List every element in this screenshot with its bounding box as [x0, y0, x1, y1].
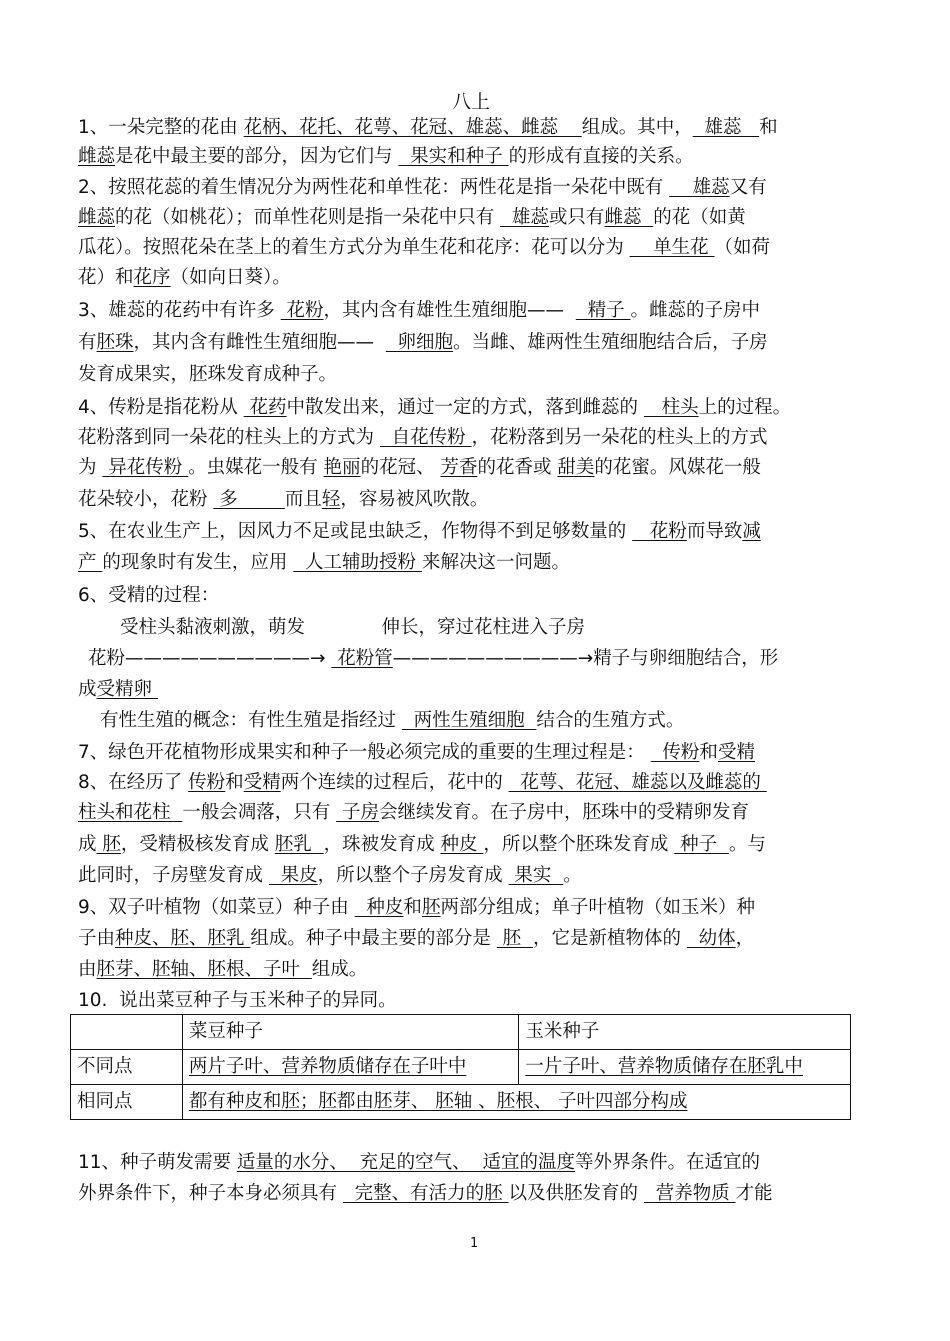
table-cell: 都有种皮和胚；胚都由胚芽、 胚轴 、胚根、 子叶四部分构成 — [182, 1085, 850, 1120]
text-segment: 花朵较小，花粉 — [78, 489, 214, 510]
answer-blank: 多 — [213, 489, 285, 510]
text-line — [78, 266, 291, 290]
text-segment: 发育成果实，胚珠发育成种子。 — [78, 364, 338, 385]
text-segment: 受柱头黏液刺激，萌发 伸长，穿过花柱进入子房 — [120, 617, 585, 638]
answer-blank: 雌蕊 — [78, 207, 116, 228]
text-segment: 的花冠、 — [360, 457, 441, 478]
answer-blank: 花柄、花托、花萼、花冠、雄蕊、雌蕊 — [243, 117, 582, 138]
table-header-row — [71, 1015, 851, 1050]
text-segment: 花）和 — [78, 267, 134, 288]
text-line — [78, 958, 367, 982]
text-line — [78, 116, 778, 140]
answer-blank: 种子 — [674, 834, 729, 855]
answer-blank: 产 — [78, 552, 103, 573]
answer-blank: 果实和种子 — [398, 146, 509, 167]
text-segment: 会继续发育。在子房中，胚珠中的受精卵发育 — [379, 802, 750, 823]
text-segment: 来解决这一问题。 — [421, 552, 570, 573]
answer-blank: 胚 — [421, 897, 441, 918]
answer-blank: 胚 — [96, 834, 121, 855]
answer-blank: 受精 — [717, 742, 755, 763]
text-segment: 和 — [403, 897, 422, 918]
answer-blank: 芳香 — [440, 457, 478, 478]
answer-blank: 传粉 — [188, 772, 226, 793]
answer-blank: 花粉 — [280, 300, 324, 321]
answer-blank: 完整、有活力的胚 — [342, 1183, 509, 1204]
answer-blank: 柱头 — [643, 397, 699, 418]
text-line — [78, 236, 770, 260]
table-header-cell — [71, 1015, 183, 1050]
answer-blank: 果皮 — [268, 865, 318, 886]
text-segment: 。与 — [728, 834, 766, 855]
answer-blank: 胚珠 — [96, 332, 134, 353]
text-segment: ，它是新植物体的 — [532, 928, 687, 949]
text-line — [78, 584, 219, 608]
text-segment: 的形成有直接的关系。 — [508, 146, 694, 167]
text-segment: 。 — [563, 865, 582, 886]
text-segment: 是花中最主要的部分，因为它们与 — [115, 146, 399, 167]
answer-blank: 胚 — [496, 928, 533, 949]
answer-blank: 柱头和花柱 — [78, 802, 183, 823]
text-line — [78, 299, 760, 323]
text-segment: （如荷 — [714, 237, 771, 258]
answer-blank: 营养物质 — [643, 1183, 736, 1204]
text-line — [78, 363, 337, 387]
text-segment: 6、受精的过程： — [78, 585, 220, 606]
answer-blank: 胚芽、胚轴、胚根、子叶 — [96, 959, 312, 980]
text-line — [78, 488, 488, 512]
text-segment: 成 — [78, 679, 97, 700]
text-segment: 的花（如桃花）；而单性花则是指一朵花中只有 — [115, 207, 501, 228]
text-segment: 和 — [225, 772, 244, 793]
text-line — [88, 647, 778, 671]
text-segment: 瓜花）。按照花朵在茎上的着生方式分为单生花和花序：花可以分为 — [78, 237, 630, 258]
text-line — [78, 1151, 760, 1175]
answer-blank: 受精卵 — [96, 679, 158, 700]
text-segment: 或只有 — [548, 207, 605, 228]
text-segment: 以及供胚发育的 — [508, 1183, 644, 1204]
text-segment: 和 — [699, 742, 718, 763]
answer-blank: 雌蕊 — [78, 146, 116, 167]
answer-blank: 艳丽 — [323, 457, 361, 478]
text-segment: 5、在农业生产上，因风力不足或昆虫缺乏，作物得不到足够数量的 — [78, 521, 633, 542]
text-segment: 等外界条件。在适宜的 — [574, 1152, 760, 1173]
answer-blank: 雄蕊 — [692, 117, 760, 138]
answer-blank: 花萼、花冠、雄蕊以及雌蕊的 — [508, 772, 767, 793]
text-segment: 2、按照花蕊的着生情况分为两性花和单性花：两性花是指一朵花中既有 — [78, 177, 670, 198]
table-row-label: 不同点 — [71, 1050, 183, 1085]
text-segment: ，花粉落到另一朵花的柱头上的方式 — [471, 427, 768, 448]
answer-blank: 精子 — [575, 300, 631, 321]
text-segment: 的花（如黄 — [653, 207, 746, 228]
page-title: 八上 — [452, 91, 491, 113]
table-row — [71, 1050, 851, 1085]
text-segment: 成 — [78, 834, 97, 855]
text-segment: （如向日葵）。 — [170, 267, 291, 288]
answer-blank: 幼体 — [686, 928, 736, 949]
answer-blank: 雌蕊 — [604, 207, 654, 228]
text-segment: ，容易被风吹散。 — [340, 489, 489, 510]
answer-blank: 甜美 — [557, 457, 595, 478]
answer-blank: 种皮 — [354, 897, 404, 918]
answer-blank: 受精 — [243, 772, 281, 793]
text-segment: 花粉——————————→ — [88, 648, 332, 669]
text-segment: 组成。 — [311, 959, 368, 980]
answer-blank: 单生花 — [629, 237, 715, 258]
text-line — [78, 771, 767, 795]
answer-blank: 胚乳 — [274, 834, 324, 855]
text-segment: 组成。种子中最主要的部分是 — [250, 928, 497, 949]
text-segment: 中散发出来，通过一定的方式，落到雌蕊的 — [286, 397, 644, 418]
text-segment: 有 — [78, 332, 97, 353]
text-line — [78, 331, 768, 355]
comparison-table — [70, 1014, 851, 1120]
answer-blank: 自花传粉 — [379, 427, 472, 448]
text-segment: 两部分组成；单子叶植物（如玉米）种 — [440, 897, 755, 918]
text-segment: 子由 — [78, 928, 116, 949]
text-segment: ——————————→精子与卵细胞结合，形 — [392, 648, 779, 669]
answer-blank: 传粉 — [650, 742, 700, 763]
text-segment: 3、雄蕊的花药中有许多 — [78, 300, 281, 321]
answer-blank: 种皮、胚、胚乳 — [115, 928, 251, 949]
text-segment: 。雌蕊的子房中 — [630, 300, 760, 321]
answer-blank: 花粉管 — [331, 648, 393, 669]
table-header-cell: 玉米种子 — [519, 1015, 851, 1050]
answer-blank: 卵细胞 — [385, 332, 454, 353]
text-line — [78, 456, 761, 480]
text-segment: 一般会凋落，只有 — [182, 802, 337, 823]
answer-blank: 果实 — [508, 865, 564, 886]
text-segment: 4、传粉是指花粉从 — [78, 397, 244, 418]
text-line — [78, 927, 754, 951]
answer-blank: 减 — [742, 521, 761, 542]
answer-blank: 花序 — [133, 267, 171, 288]
answer-blank: 轻 — [321, 489, 341, 510]
text-segment: 上的过程。 — [698, 397, 792, 418]
text-segment: 。当雌、雄两性生殖细胞结合后，子房 — [453, 332, 768, 353]
text-segment: 而且 — [284, 489, 322, 510]
text-segment: ，所以整个胚珠发育成 — [483, 834, 675, 855]
text-segment: 11、种子萌发需要 — [78, 1152, 237, 1173]
text-line — [78, 206, 746, 230]
text-segment: ，其内含有雌性生殖细胞—— — [133, 332, 386, 353]
text-line — [78, 145, 694, 169]
answer-blank: 种皮 — [440, 834, 484, 855]
text-line — [120, 616, 585, 640]
text-segment: 两个连续的过程后，花中的 — [280, 772, 509, 793]
text-line — [78, 801, 749, 825]
table-cell: 一片子叶、营养物质储存在胚乳中 — [519, 1050, 851, 1085]
text-segment: 1、一朵完整的花由 — [78, 117, 244, 138]
text-segment: 有性生殖的概念：有性生殖是指经过 — [100, 710, 402, 731]
table-header-cell: 菜豆种子 — [182, 1015, 519, 1050]
answer-blank: 人工辅助授粉 — [293, 552, 422, 573]
answer-blank: 两性生殖细胞 — [401, 710, 537, 731]
text-line — [78, 896, 755, 920]
text-segment: 花粉落到同一朵花的柱头上的方式为 — [78, 427, 380, 448]
text-segment: 才能 — [735, 1183, 773, 1204]
text-line — [78, 551, 570, 575]
answer-blank: 花药 — [243, 397, 287, 418]
text-line — [78, 426, 768, 450]
text-line — [78, 864, 582, 888]
answer-blank: 异花传粉 — [102, 457, 189, 478]
table-row-label: 相同点 — [71, 1085, 183, 1120]
text-segment: 的花香或 — [477, 457, 558, 478]
text-line — [78, 833, 766, 857]
text-line — [78, 989, 397, 1013]
text-segment: 由 — [78, 959, 97, 980]
text-line — [100, 709, 684, 733]
text-segment: 而导致 — [686, 521, 743, 542]
text-segment: ，所以整个子房发育成 — [317, 865, 509, 886]
answer-blank: 花粉 — [632, 521, 687, 542]
text-segment: ，其内含有雄性生殖细胞—— — [323, 300, 576, 321]
text-segment: 。虫媒花一般有 — [188, 457, 324, 478]
text-segment: 外界条件下，种子本身必须具有 — [78, 1183, 343, 1204]
answer-blank: 雄蕊 — [669, 177, 730, 198]
text-segment: ，珠被发育成 — [323, 834, 441, 855]
text-line — [78, 1182, 773, 1206]
table-row — [71, 1085, 851, 1120]
text-segment: 7、绿色开花植物形成果实和种子一般必须完成的重要的生理过程是： — [78, 742, 651, 763]
table-cell: 两片子叶、营养物质储存在子叶中 — [182, 1050, 519, 1085]
text-segment: 8、在经历了 — [78, 772, 189, 793]
text-segment: 此同时，子房壁发育成 — [78, 865, 269, 886]
text-line — [78, 678, 158, 702]
text-segment: 和 — [759, 117, 778, 138]
text-segment: ， — [735, 928, 755, 949]
text-segment: 结合的生殖方式。 — [536, 710, 685, 731]
page-number: 1 — [470, 1236, 479, 1251]
text-line — [78, 176, 767, 200]
answer-blank: 雄蕊 — [500, 207, 549, 228]
text-segment: ，受精极核发育成 — [120, 834, 275, 855]
text-segment: 组成。其中， — [581, 117, 693, 138]
text-segment: 9、双子叶植物（如菜豆）种子由 — [78, 897, 355, 918]
text-line — [78, 520, 761, 544]
answer-blank: 子房 — [336, 802, 380, 823]
text-line — [78, 396, 791, 420]
text-line — [78, 741, 755, 765]
text-segment: 的现象时有发生，应用 — [102, 552, 294, 573]
text-segment: 又有 — [729, 177, 767, 198]
text-segment: 为 — [78, 457, 103, 478]
text-segment: 10. 说出菜豆种子与玉米种子的异同。 — [78, 990, 397, 1011]
text-segment: 的花蜜。风媒花一般 — [594, 457, 761, 478]
answer-blank: 适量的水分、 充足的空气、 适宜的温度 — [236, 1152, 575, 1173]
